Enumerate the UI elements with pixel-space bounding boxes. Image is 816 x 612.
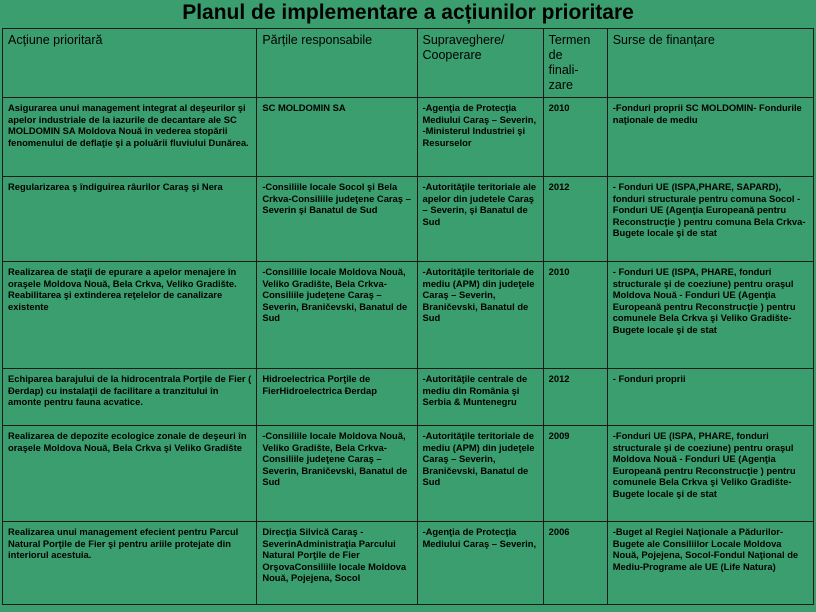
cell-funding: - Fonduri proprii: [607, 369, 813, 426]
header-deadline: Termen de finali- zare: [543, 29, 607, 98]
cell-action: Realizarea de depozite ecologice zonale de deşeuri în oraşele Moldova Nouă, Bela Crkva şi Veliko Gradište: [3, 426, 257, 522]
cell-supervision: -Agenţia de Protecţia Mediului Caraş – Severin,: [417, 522, 543, 605]
cell-deadline: 2010: [543, 98, 607, 177]
cell-responsible: -Consiliile locale Moldova Nouă, Veliko Gradište, Bela Crkva-Consiliile judeţene Caraş – Severin, Braničevski, Banatul de Sud: [257, 426, 417, 522]
table-header-row: [3, 29, 814, 98]
header-action: Acțiune prioritară: [3, 29, 257, 98]
cell-action: Realizarea de staţii de epurare a apelor menajere în oraşele Moldova Nouă, Bela Crkva, Veliko Gradište. Reabilitarea şi extinderea reţelelor de canalizare existente: [3, 262, 257, 369]
cell-supervision: -Autorităţile centrale de mediu din România şi Serbia & Muntenegru: [417, 369, 543, 426]
cell-funding: -Fonduri UE (ISPA, PHARE, fonduri structurale şi de coeziune) pentru oraşul Moldova Nouă - Fonduri UE (Agenţia Europeană pentru Reconstrucţie ) pentru comunele Bela Crkva şi Veliko Gradište-Bugete locale şi de stat: [607, 426, 813, 522]
table-row: [3, 262, 814, 369]
cell-responsible: Hidroelectrica Porţile de FierHidroelectrica Đerdap: [257, 369, 417, 426]
table-row: [3, 98, 814, 177]
cell-responsible: -Consiliile locale Moldova Nouă, Veliko Gradište, Bela Crkva-Consiliile judeţene Caraş – Severin, Braničevski, Banatul de Sud: [257, 262, 417, 369]
header-responsible: Părțile responsabile: [257, 29, 417, 98]
cell-responsible: SC MOLDOMIN SA: [257, 98, 417, 177]
cell-responsible: Direcţia Silvică Caraş - SeverinAdministraţia Parcului Natural Porţile de Fier OrşovaConsiliile locale Moldova Nouă, Pojejena, Socol: [257, 522, 417, 605]
cell-supervision: -Autorităţile teritoriale de mediu (APM) din judeţele Caraş – Severin, Braničevski, Banatul de Sud: [417, 426, 543, 522]
cell-action: Regularizarea ş îndiguirea râurilor Caraş şi Nera: [3, 177, 257, 262]
cell-action: Echiparea barajului de la hidrocentrala Porţile de Fier ( Đerdap) cu instalaţii de facilitare a tranzitului în amonte pentru fauna acvatice.: [3, 369, 257, 426]
header-funding: Surse de finanțare: [607, 29, 813, 98]
page-title: Planul de implementare a acțiunilor prioritare: [182, 1, 634, 24]
table-row: [3, 522, 814, 605]
table-row: [3, 426, 814, 522]
cell-action: Asigurarea unui management integrat al deşeurilor şi apelor industriale de la iazurile de decantare ale SC MOLDOMIN SA Moldova Nouă în vederea stopării fenomenului de deflaţie şi a poluării fluviului Dunărea.: [3, 98, 257, 177]
cell-funding: -Buget al Regiei Naţionale a Pădurilor-Bugete ale Consiliilor Locale Moldova Nouă, Pojejena, Socol-Fondul Naţional de Mediu-Programe ale UE (Life Natura): [607, 522, 813, 605]
cell-action: Realizarea unui management efecient pentru Parcul Natural Porţile de Fier şi pentru ariile protejate din interiorul acestuia.: [3, 522, 257, 605]
cell-deadline: 2009: [543, 426, 607, 522]
cell-deadline: 2012: [543, 177, 607, 262]
cell-deadline: 2012: [543, 369, 607, 426]
cell-deadline: 2006: [543, 522, 607, 605]
header-supervision: Supraveghere/ Cooperare: [417, 29, 543, 98]
cell-supervision: -Autorităţile teritoriale ale apelor din judetele Caraş – Severin, şi Banatul de Sud: [417, 177, 543, 262]
cell-supervision: -Autorităţile teritoriale de mediu (APM) din judeţele Caraş – Severin, Braničevski, Banatul de Sud: [417, 262, 543, 369]
cell-responsible: -Consiliile locale Socol şi Bela Crkva-Consiliile judeţene Caraş –Severin şi Banatul de Sud: [257, 177, 417, 262]
cell-deadline: 2010: [543, 262, 607, 369]
table-row: [3, 369, 814, 426]
table-row: [3, 177, 814, 262]
priority-actions-table: [2, 28, 814, 605]
cell-supervision: -Agenţia de Protecţia Mediului Caraş – Severin, -Ministerul Industriei şi Resurselor: [417, 98, 543, 177]
cell-funding: - Fonduri UE (ISPA, PHARE, fonduri structurale şi de coeziune) pentru oraşul Moldova Nouă - Fonduri UE (Agenţia Europeană pentru Reconstrucţie ) pentru comunele Bela Crkva şi Veliko Gradište-Bugete locale şi de stat: [607, 262, 813, 369]
cell-funding: -Fonduri proprii SC MOLDOMIN- Fondurile naţionale de mediu: [607, 98, 813, 177]
cell-funding: - Fonduri UE (ISPA,PHARE, SAPARD), fonduri structurale pentru comuna Socol - Fonduri UE (Agenţia Europeană pentru Reconstrucţie ) pentru comuna Bela Crkva-Bugete locale şi de stat: [607, 177, 813, 262]
